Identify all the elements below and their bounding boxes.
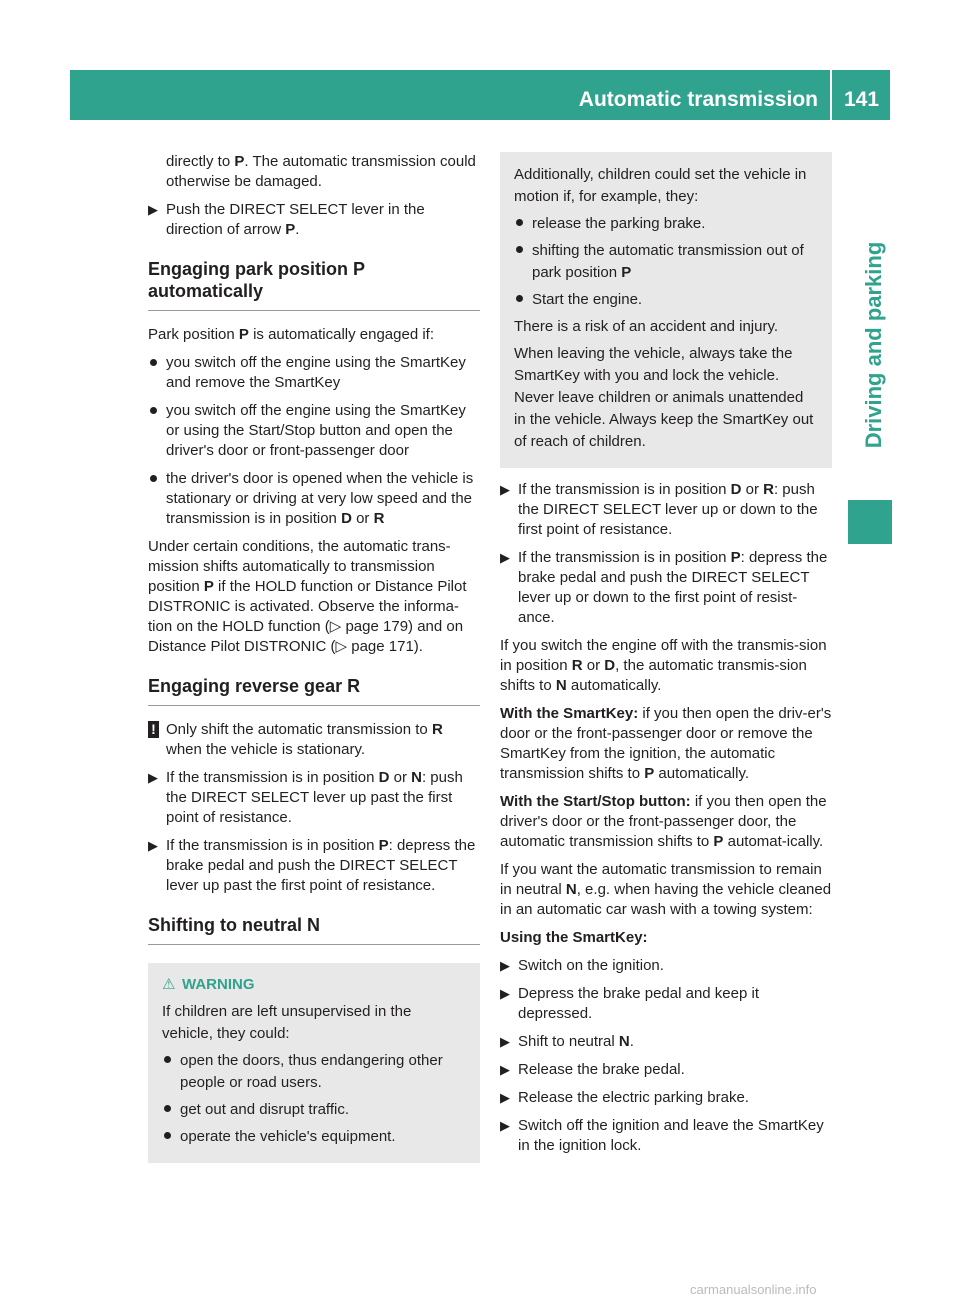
bullet-item: release the parking brake. <box>514 213 818 235</box>
paragraph: Park position P is automatically engaged if: <box>148 326 435 343</box>
paragraph: Under certain conditions, the automatic trans-mission shifts automatically to transmission position P if the HOLD function or Distance Pilot DISTRONIC is activated. Observe the informa-tion on the HOLD function (▷ page 179) and on Distance Pilot DISTRONIC (▷ page 171). <box>148 538 467 655</box>
bullet-item: Start the engine. <box>514 289 818 311</box>
arrow-icon: ▶ <box>500 482 510 497</box>
warning-title: ⚠ WARNING <box>162 976 255 993</box>
header-divider <box>830 70 832 120</box>
notice: ! Only shift the automatic transmission to R when the vehicle is stationary. <box>148 720 480 760</box>
step: ▶ Depress the brake pedal and keep it depressed. <box>500 985 759 1022</box>
arrow-icon: ▶ <box>500 1062 510 1077</box>
exclamation-icon: ! <box>148 721 159 738</box>
paragraph: If you switch the engine off with the transmis-sion in position R or D, the automatic transmis-sion shifts to N automatically. <box>500 637 827 694</box>
page-number: 141 <box>844 88 880 111</box>
arrow-icon: ▶ <box>500 958 510 973</box>
paragraph: With the SmartKey: if you then open the driv-er's door or the front-passenger door or remove the SmartKey from the ignition, the automatic transmission shifts to P automatically. <box>500 705 832 782</box>
arrow-icon: ▶ <box>148 202 158 217</box>
step: ▶ Switch off the ignition and leave the SmartKey in the ignition lock. <box>500 1117 824 1154</box>
bullet-item: get out and disrupt traffic. <box>162 1099 466 1121</box>
bullet-item: operate the vehicle's equipment. <box>162 1126 466 1148</box>
continued-text: directly to P. The automatic transmission could otherwise be damaged. <box>166 153 476 190</box>
arrow-icon: ▶ <box>500 986 510 1001</box>
bullet-item: shifting the automatic transmission out of park position P <box>514 240 818 284</box>
bullet-item: you switch off the engine using the SmartKey and remove the SmartKey <box>148 353 480 393</box>
right-column <box>500 152 832 1164</box>
arrow-icon: ▶ <box>500 1090 510 1105</box>
paragraph: If you want the automatic transmission to remain in neutral N, e.g. when having the vehicle cleaned in an automatic car wash with a towing system: <box>500 861 832 918</box>
side-tab-marker <box>848 500 892 544</box>
left-column <box>148 152 480 1175</box>
step: ▶ Release the electric parking brake. <box>500 1089 749 1106</box>
step: ▶ If the transmission is in position D or R: push the DIRECT SELECT lever up or down to the first point of resistance. <box>500 481 818 538</box>
step: ▶ Switch on the ignition. <box>500 957 664 974</box>
warning-text: If children are left unsupervised in the vehicle, they could: <box>162 1003 412 1042</box>
arrow-icon: ▶ <box>500 550 510 565</box>
subheading: Using the SmartKey: <box>500 929 648 946</box>
heading-reverse-gear: Engaging reverse gear R <box>148 675 480 706</box>
heading-park-automatic: Engaging park position P automatically <box>148 258 480 311</box>
bullet-item: the driver's door is opened when the vehicle is stationary or driving at very low speed and the transmission is in position D or R <box>148 469 480 529</box>
paragraph: Additionally, children could set the vehicle in motion if, for example, they: <box>514 166 807 205</box>
arrow-icon: ▶ <box>500 1034 510 1049</box>
paragraph: When leaving the vehicle, always take the SmartKey with you and lock the vehicle. Never leave children or animals unattended in the vehicle. Always keep the SmartKey out of reach of children. <box>514 345 814 450</box>
paragraph: With the Start/Stop button: if you then open the driver's door or the front-passenger door, the automatic transmission shifts to P automat-ically. <box>500 793 827 850</box>
arrow-icon: ▶ <box>148 838 158 853</box>
paragraph: There is a risk of an accident and injury. <box>514 318 779 335</box>
step: ▶ Release the brake pedal. <box>500 1061 685 1078</box>
watermark: carmanualsonline.info <box>690 1282 817 1297</box>
warning-box-continued <box>500 152 832 468</box>
step: ▶ If the transmission is in position P: depress the brake pedal and push the DIRECT SELECT lever up past the first point of resistance. <box>148 837 476 894</box>
header-title: Automatic transmission <box>578 88 818 111</box>
bullet-item: open the doors, thus endangering other people or road users. <box>162 1050 466 1094</box>
step: ▶ Push the DIRECT SELECT lever in the direction of arrow P. <box>148 201 425 238</box>
heading-neutral: Shifting to neutral N <box>148 914 480 945</box>
arrow-icon: ▶ <box>500 1118 510 1133</box>
step: ▶ If the transmission is in position P: depress the brake pedal and push the DIRECT SELECT lever up or down to the first point of resist-ance. <box>500 549 828 626</box>
warning-box <box>148 963 480 1163</box>
arrow-icon: ▶ <box>148 770 158 785</box>
warning-triangle-icon: ⚠ <box>162 976 176 993</box>
side-tab-label: Driving and parking <box>861 241 886 449</box>
bullet-item: you switch off the engine using the SmartKey or using the Start/Stop button and open the driver's door or front-passenger door <box>148 401 480 461</box>
page-header <box>70 70 890 120</box>
step: ▶ Shift to neutral N. <box>500 1033 634 1050</box>
side-tab <box>848 195 892 495</box>
step: ▶ If the transmission is in position D or N: push the DIRECT SELECT lever up past the first point of resistance. <box>148 769 463 826</box>
